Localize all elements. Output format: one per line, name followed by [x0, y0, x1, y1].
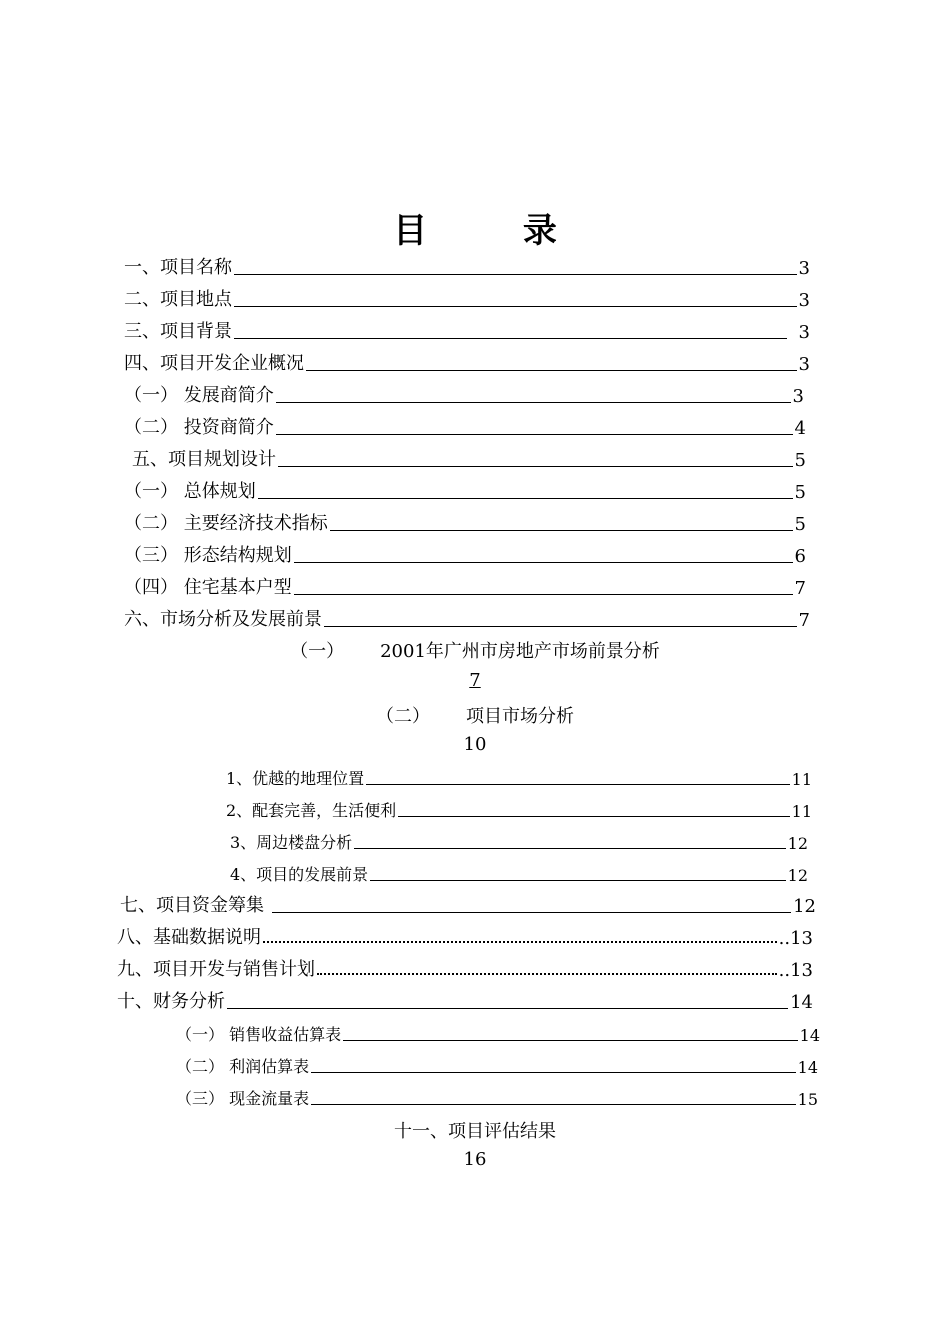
toc-entry-label: （一） 发展商简介 — [124, 385, 274, 406]
toc-entry-page: 12 — [787, 866, 808, 885]
leader-line — [234, 306, 797, 307]
leader-line — [330, 530, 793, 531]
toc-entry-page: 7 — [794, 578, 806, 599]
leader-line — [276, 402, 791, 403]
toc-entry[interactable] — [132, 447, 806, 471]
toc-entry[interactable] — [124, 479, 806, 503]
toc-entry-label: 十一、项目评估结果 — [394, 1121, 556, 1142]
toc-entry-page: ..13 — [778, 960, 813, 981]
toc-entry-page[interactable]: 10 — [463, 734, 487, 755]
toc-entry-label: 七、项目资金筹集 — [120, 895, 264, 916]
toc-entry[interactable] — [176, 1053, 818, 1077]
leader-line — [311, 1072, 796, 1073]
toc-entry-page: ..13 — [778, 928, 813, 949]
toc-entry-page: 3 — [792, 386, 804, 407]
leader-line — [278, 466, 793, 467]
leader-line — [227, 1008, 788, 1009]
toc-entry[interactable] — [124, 351, 810, 375]
toc-entry[interactable] — [117, 989, 813, 1013]
toc-entry-centered[interactable] — [0, 1117, 950, 1143]
toc-entry-label: 八、基础数据说明 — [117, 927, 261, 948]
toc-entry-label: 项目市场分析 — [466, 706, 574, 727]
leader-line — [366, 784, 789, 785]
toc-entry-page: 5 — [794, 514, 806, 535]
leader-dots — [263, 941, 777, 943]
toc-entry-page: 12 — [787, 834, 808, 853]
toc-entry-label: （三） 现金流量表 — [176, 1089, 310, 1108]
leader-line — [234, 338, 787, 339]
leader-line — [370, 880, 785, 881]
toc-entry[interactable] — [176, 1021, 820, 1045]
toc-entry-label: 五、项目规划设计 — [132, 449, 276, 470]
toc-entry-label: 3、周边楼盘分析 — [230, 833, 353, 852]
toc-entry-label: 1、优越的地理位置 — [226, 769, 365, 788]
toc-entry-label: （二） 利润估算表 — [176, 1057, 310, 1076]
leader-line — [294, 594, 793, 595]
leader-line — [324, 626, 797, 627]
toc-entry-prefix: （一） — [290, 641, 345, 662]
toc-entry-page: 11 — [791, 802, 812, 821]
leader-line — [276, 434, 793, 435]
toc-entry[interactable] — [120, 893, 816, 917]
toc-entry[interactable] — [124, 575, 806, 599]
leader-line — [306, 370, 797, 371]
toc-entry-page: 5 — [794, 482, 806, 503]
toc-entry-label: 2、配套完善，生活便利 — [226, 801, 397, 820]
toc-entry-label: 三、项目背景 — [124, 321, 232, 342]
toc-entry-page[interactable]: 7 — [469, 670, 481, 691]
toc-entry[interactable] — [124, 607, 810, 631]
toc-entry[interactable] — [230, 861, 808, 885]
toc-entry-prefix: （二） — [376, 706, 430, 727]
leader-line — [343, 1040, 798, 1041]
toc-entry-page: 6 — [794, 546, 806, 567]
toc-entry-label: 四、项目开发企业概况 — [124, 353, 304, 374]
toc-entry-label: （二） 投资商简介 — [124, 417, 274, 438]
toc-entry-page: 15 — [797, 1090, 818, 1109]
toc-entry[interactable] — [226, 765, 812, 789]
toc-entry-page: 12 — [793, 896, 816, 917]
toc-entry-label: 六、市场分析及发展前景 — [124, 609, 322, 630]
toc-entry-label: （二） 主要经济技术指标 — [124, 513, 328, 534]
toc-entry[interactable] — [124, 383, 804, 407]
toc-entry-page: 14 — [790, 992, 813, 1013]
leader-line — [311, 1104, 796, 1105]
toc-entry-label: 4、项目的发展前景 — [230, 865, 369, 884]
toc-entry[interactable] — [117, 957, 813, 981]
toc-entry[interactable] — [124, 543, 806, 567]
toc-entry[interactable] — [124, 287, 810, 311]
toc-entry[interactable] — [124, 319, 810, 343]
toc-entry-centered[interactable] — [0, 637, 950, 663]
leader-line — [398, 816, 789, 817]
toc-entry[interactable] — [124, 255, 810, 279]
leader-line — [354, 848, 785, 849]
leader-line — [272, 912, 791, 913]
toc-entry-label: 十、财务分析 — [117, 991, 225, 1012]
leader-line — [258, 498, 793, 499]
toc-entry[interactable] — [226, 797, 812, 821]
toc-entry-page: 7 — [798, 610, 810, 631]
toc-entry-label: （一） 总体规划 — [124, 481, 256, 502]
toc-title: 目 录 — [393, 211, 599, 251]
toc-entry-page: 11 — [791, 770, 812, 789]
toc-entry-centered[interactable] — [0, 702, 950, 728]
toc-entry-page: 3 — [798, 290, 810, 311]
toc-entry-label: 九、项目开发与销售计划 — [117, 959, 315, 980]
toc-entry-page: 14 — [799, 1026, 820, 1045]
toc-entry[interactable] — [124, 415, 806, 439]
leader-dots — [317, 973, 777, 975]
toc-entry-label: 二、项目地点 — [124, 289, 232, 310]
leader-line — [294, 562, 793, 563]
toc-entry[interactable] — [230, 829, 808, 853]
toc-entry-page: 3 — [798, 322, 810, 343]
toc-entry[interactable] — [117, 925, 813, 949]
toc-entry-page: 5 — [794, 450, 806, 471]
toc-entry-label: （四） 住宅基本户型 — [124, 577, 292, 598]
toc-entry-label: 2001年广州市房地产市场前景分析 — [380, 641, 660, 662]
toc-entry[interactable] — [176, 1085, 818, 1109]
leader-line — [234, 274, 797, 275]
toc-entry[interactable] — [124, 511, 806, 535]
toc-entry-page: 4 — [794, 418, 806, 439]
toc-entry-page: 3 — [798, 354, 810, 375]
toc-entry-page: 14 — [797, 1058, 818, 1077]
toc-entry-page: 3 — [798, 258, 810, 279]
toc-entry-page[interactable]: 16 — [463, 1149, 487, 1170]
toc-entry-label: 一、项目名称 — [124, 257, 232, 278]
toc-entry-label: （一） 销售收益估算表 — [176, 1025, 342, 1044]
toc-entry-label: （三） 形态结构规划 — [124, 545, 292, 566]
